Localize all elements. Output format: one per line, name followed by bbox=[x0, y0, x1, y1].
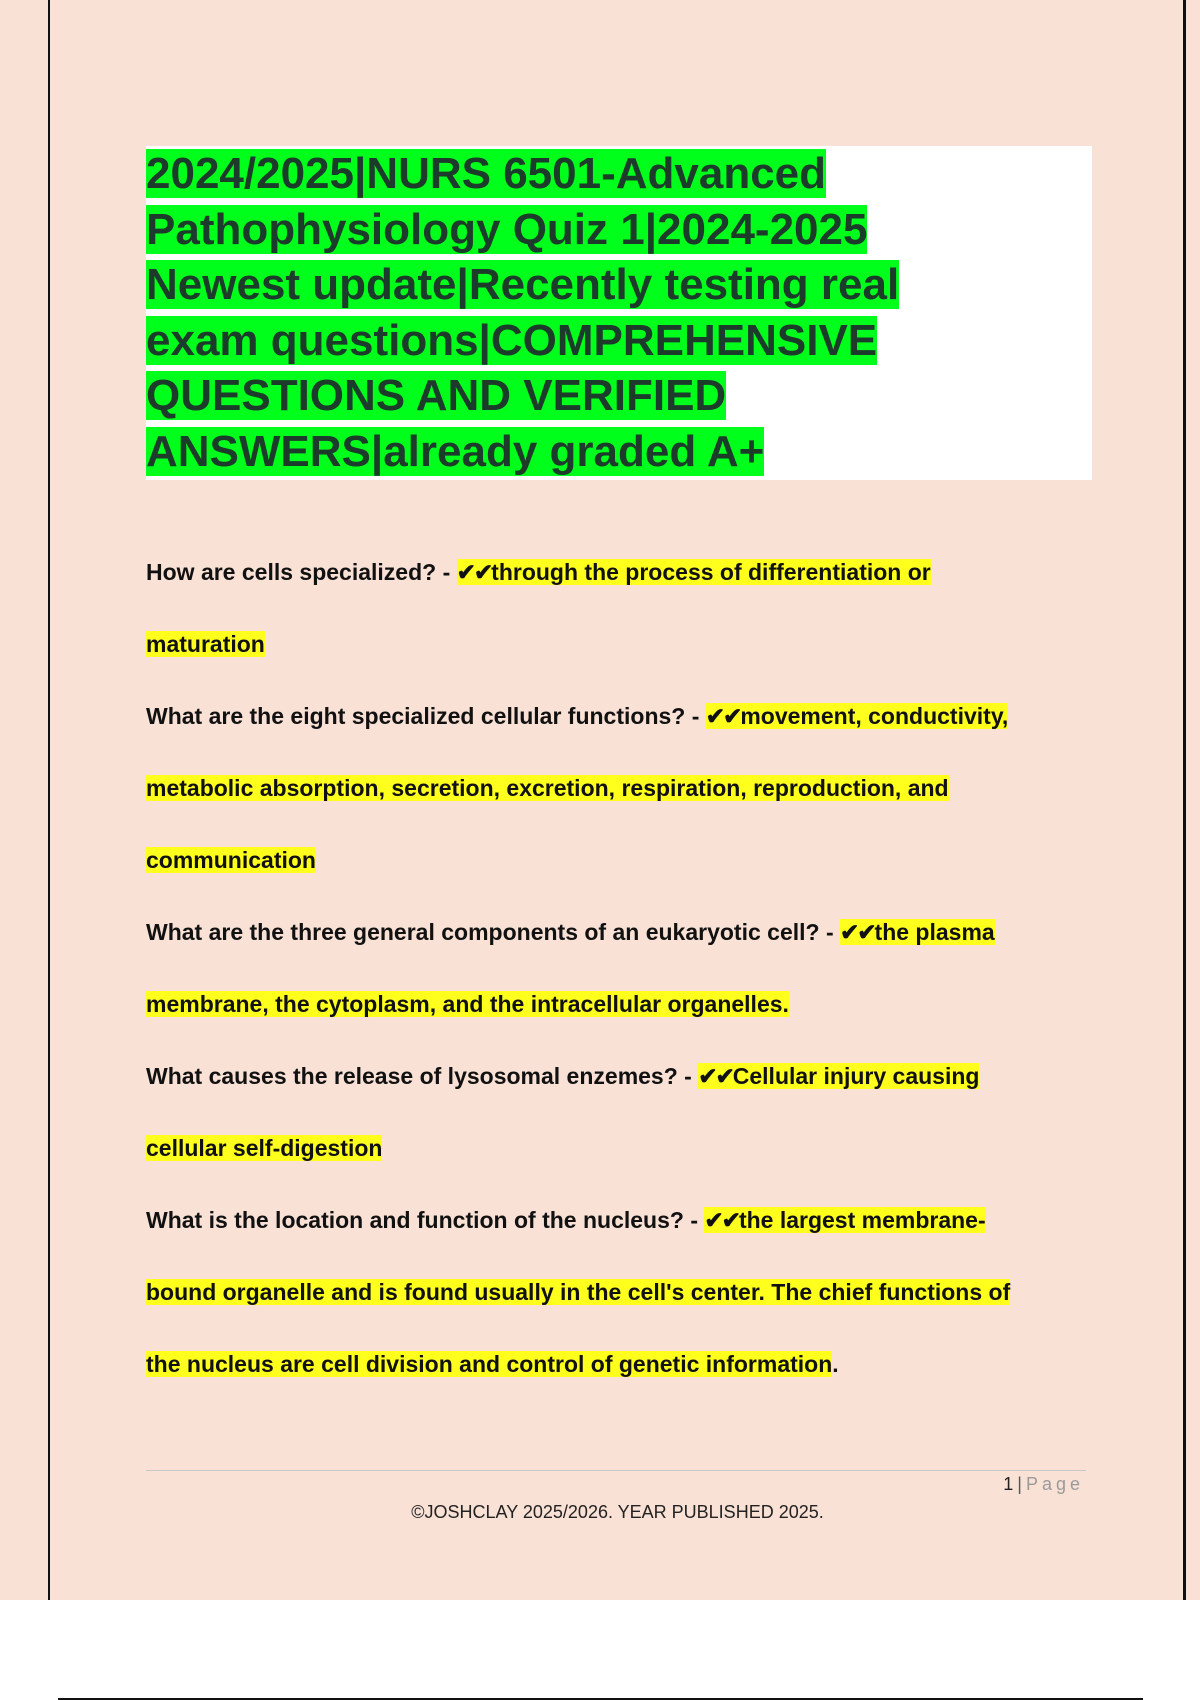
page-border-right bbox=[1183, 0, 1186, 1600]
answer-text: the nucleus are cell division and control of genetic information bbox=[146, 1351, 833, 1377]
answer-text: bound organelle and is found usually in the cell's center. The chief functions of bbox=[146, 1279, 1011, 1305]
check-mark-icon: ✔✔ bbox=[704, 1207, 739, 1233]
page-border-left bbox=[48, 0, 50, 1600]
answer-text: Cellular injury causing bbox=[732, 1063, 980, 1089]
check-mark-icon: ✔✔ bbox=[456, 559, 492, 585]
check-mark-icon: ✔✔ bbox=[840, 919, 875, 945]
page-label: Page bbox=[1025, 1474, 1084, 1494]
qa-item bbox=[146, 896, 1096, 1040]
answer-text: movement, conductivity, bbox=[740, 703, 1009, 729]
page-number-value: 1 bbox=[1003, 1474, 1014, 1494]
title-block bbox=[146, 146, 1092, 480]
title-line: ANSWERS|already graded A+ bbox=[146, 426, 765, 476]
footer-divider bbox=[146, 1470, 1086, 1471]
document-title bbox=[146, 146, 1092, 480]
title-line: exam questions|COMPREHENSIVE bbox=[146, 315, 878, 365]
answer-text: the plasma bbox=[874, 919, 995, 945]
page-number-separator: | bbox=[1017, 1474, 1022, 1494]
qa-list bbox=[146, 536, 1096, 1400]
answer-text: through the process of differentiation or bbox=[491, 559, 931, 585]
answer-text: cellular self-digestion bbox=[146, 1135, 383, 1161]
title-line: Newest update|Recently testing real bbox=[146, 260, 900, 310]
check-mark-icon: ✔✔ bbox=[698, 1063, 733, 1089]
check-mark-icon: ✔✔ bbox=[705, 703, 741, 729]
title-line: QUESTIONS AND VERIFIED bbox=[146, 371, 727, 421]
question-text: What is the location and function of the nucleus? - bbox=[146, 1207, 705, 1233]
qa-item bbox=[146, 1184, 1096, 1400]
question-text: How are cells specialized? - bbox=[146, 559, 457, 585]
qa-item bbox=[146, 1040, 1096, 1184]
title-line: Pathophysiology Quiz 1|2024-2025 bbox=[146, 204, 868, 254]
answer-text: metabolic absorption, secretion, excretion, respiration, reproduction, and bbox=[146, 775, 949, 801]
question-text: What causes the release of lysosomal enzemes? - bbox=[146, 1063, 699, 1089]
qa-item bbox=[146, 536, 1096, 680]
question-text: What are the eight specialized cellular functions? - bbox=[146, 703, 706, 729]
answer-text: communication bbox=[146, 847, 316, 873]
page-number bbox=[1003, 1474, 1084, 1495]
answer-text: maturation bbox=[146, 631, 265, 657]
title-line: 2024/2025|NURS 6501-Advanced bbox=[146, 149, 827, 198]
question-text: What are the three general components of an eukaryotic cell? - bbox=[146, 919, 840, 945]
qa-item bbox=[146, 680, 1096, 896]
copyright-footer: ©JOSHCLAY 2025/2026. YEAR PUBLISHED 2025. bbox=[411, 1502, 824, 1522]
answer-trailing-period: . bbox=[832, 1351, 839, 1377]
answer-text: the largest membrane- bbox=[738, 1207, 986, 1233]
answer-text: membrane, the cytoplasm, and the intracellular organelles. bbox=[146, 991, 789, 1017]
